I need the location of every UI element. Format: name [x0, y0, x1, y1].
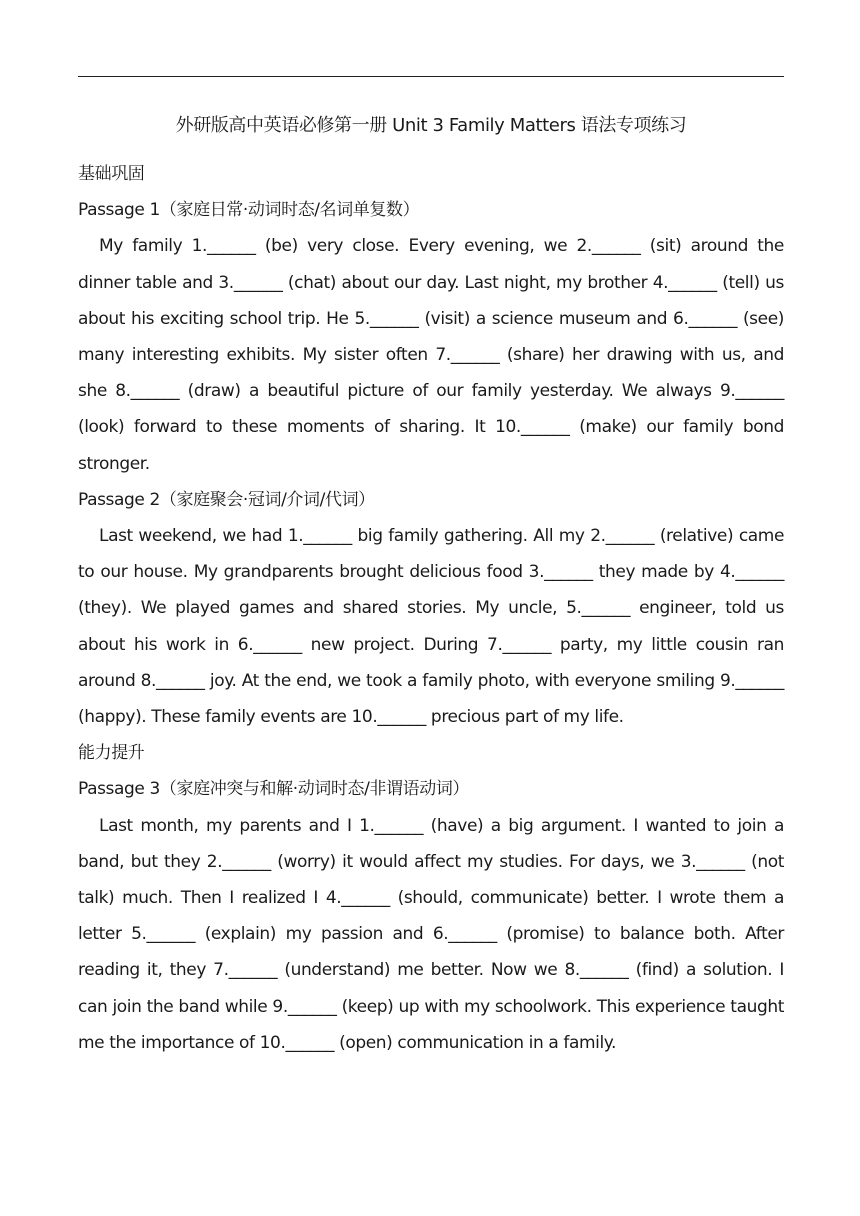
passage-1-heading: Passage 1（家庭日常·动词时态/名词单复数） — [78, 200, 420, 221]
passage-2-heading: Passage 2（家庭聚会·冠词/介词/代词） — [78, 489, 375, 510]
section-heading-basic: 基础巩固 — [78, 164, 145, 184]
passage-3-text: Last month, my parents and I 1.______ (have) a big argument. I wanted to join a band, but they 2.______ (worry) it would affect my studies. For days, we 3.______ (not talk) much. Then I realized I 4.______ (should, communicate) better. I wrote them a letter 5.______ (explain) my passion and 6.______ (promise) to balance both. After reading it, they 7.______ (understand) me better. Now we 8.______ (find) a solution. I can join the band while 9.______ (keep) up with my schoolwork. This experience taught me the importance of 10.______ (open) communication in a family. — [78, 815, 784, 1053]
passage-2-text: Last weekend, we had 1.______ big family gathering. All my 2.______ (relative) came to our house. My grandparents brought delicious food 3.______ they made by 4.______ (they). We played games and shared stories. My uncle, 5.______ engineer, told us about his work in 6.______ new project. During 7.______ party, my little cousin ran around 8.______ joy. At the end, we took a family photo, with everyone smiling 9.______ (happy). These family events are 10.______ precious part of my life. — [78, 526, 784, 728]
header-rule — [78, 76, 784, 77]
passage-3-heading: Passage 3（家庭冲突与和解·动词时态/非谓语动词） — [78, 779, 470, 800]
document-title: 外研版高中英语必修第一册 Unit 3 Family Matters 语法专项练习 — [175, 115, 687, 136]
passage-1-text: My family 1.______ (be) very close. Every evening, we 2.______ (sit) around the dinner table and 3.______ (chat) about our day. Last night, my brother 4.______ (tell) us about his exciting school trip. He 5.______ (visit) a science museum and 6.______ (see) many interesting exhibits. My sister often 7.______ (share) her drawing with us, and she 8.______ (draw) a beautiful picture of our family yesterday. We always 9.______ (look) forward to these moments of sharing. It 10.______ (make) our family bond stronger. — [78, 236, 784, 474]
document-content — [78, 156, 784, 1061]
section-heading-advanced: 能力提升 — [78, 743, 145, 764]
